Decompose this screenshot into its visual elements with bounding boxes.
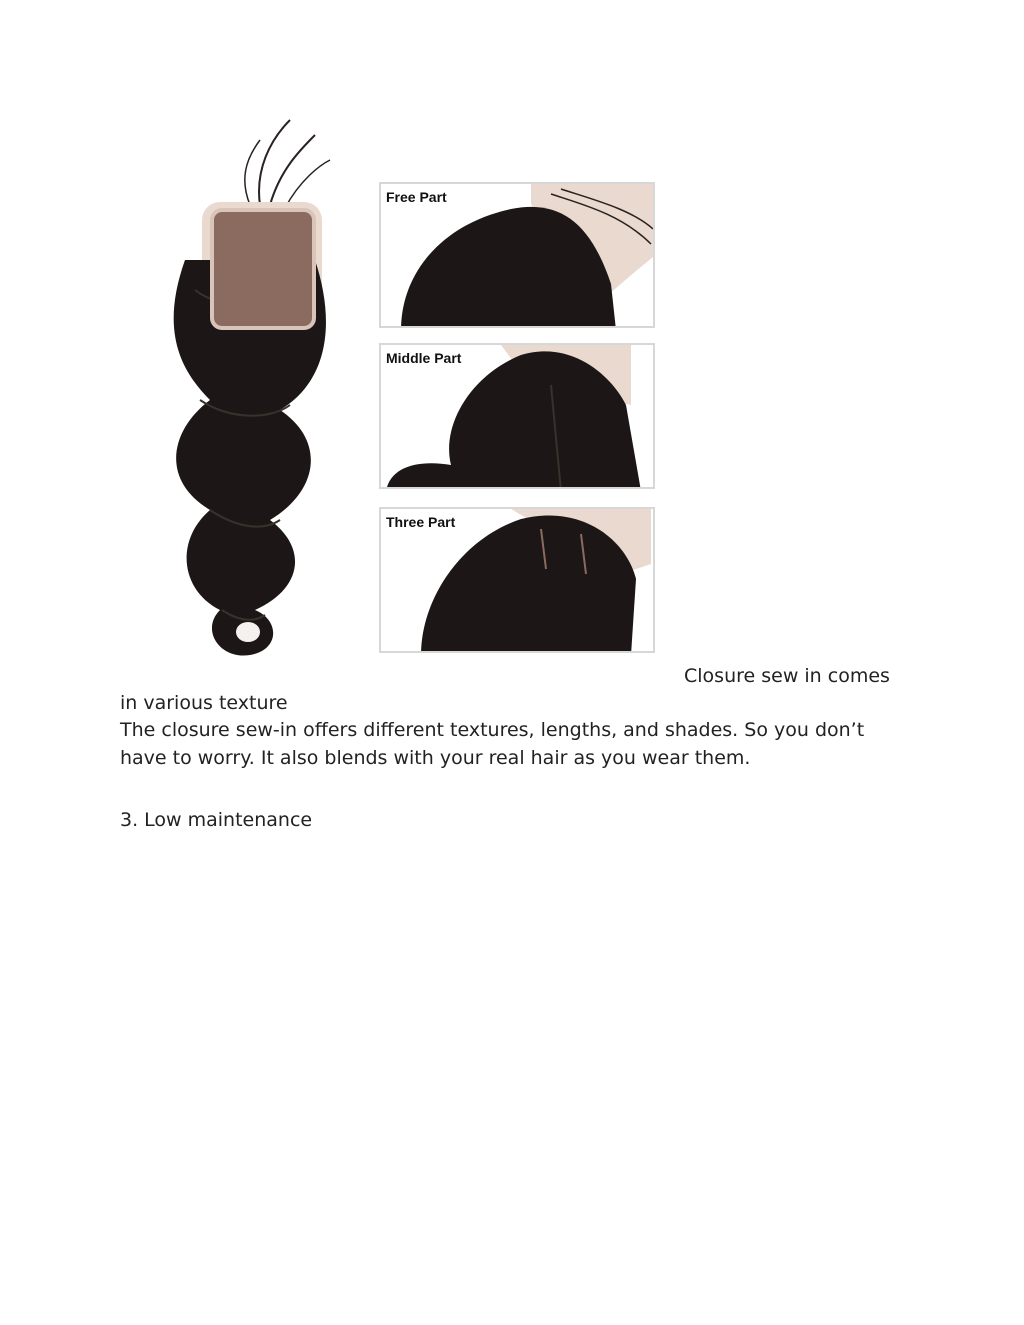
body-paragraph: The closure sew-in offers different textures, lengths, and shades. So you don’t have to worry. It also blends with your real hair as you wear them. (120, 719, 865, 769)
hair-closure-image (140, 110, 360, 680)
free-part-image (381, 184, 655, 328)
hair-closure-figure (120, 110, 680, 690)
middle-part-image (381, 345, 655, 489)
panel-label: Free Part (386, 189, 447, 205)
middle-part-panel (379, 343, 655, 489)
caption-line-1: Closure sew in comes (684, 665, 890, 687)
three-part-panel (379, 507, 655, 653)
free-part-panel (379, 182, 655, 328)
three-part-image (381, 509, 655, 653)
panel-label: Three Part (386, 514, 456, 530)
panel-label: Middle Part (386, 350, 462, 366)
caption-line-2: in various texture (120, 692, 288, 714)
section-heading: 3. Low maintenance (120, 809, 313, 831)
